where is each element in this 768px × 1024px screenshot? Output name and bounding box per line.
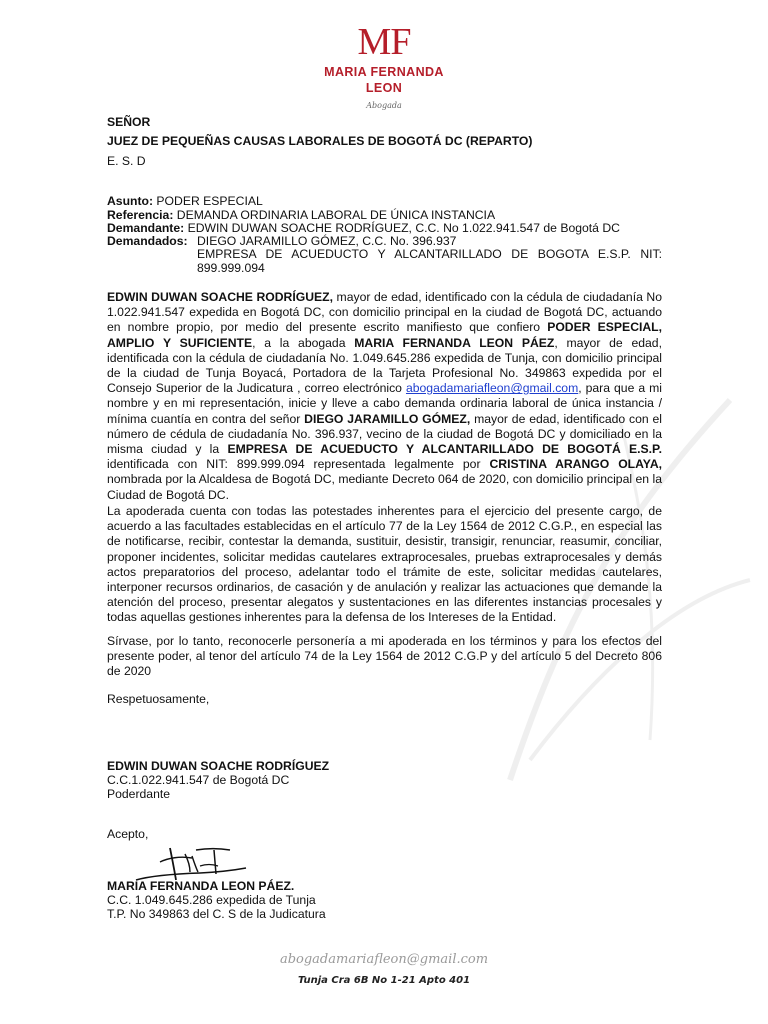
p1-text-2: , a la abogada xyxy=(252,335,355,350)
p1-text-1: mayor de edad, identificado con la cédula de ciudadanía No 1.022.941.547 expedida en Bogotá DC, con domicilio principal en la ciudad de Bogotá DC, actuando en nombre propio, por medio del presente escrito manifiesto que confiero xyxy=(107,290,662,335)
referencia-value: DEMANDA ORDINARIA LABORAL DE ÚNICA INSTANCIA xyxy=(173,208,496,222)
addressee: SEÑOR xyxy=(107,115,151,129)
demandante-label: Demandante: xyxy=(107,221,185,235)
demandados-label: Demandados: xyxy=(107,234,188,248)
defendant-name-inline: DIEGO JARAMILLO GÓMEZ, xyxy=(304,411,471,426)
grantor-name: EDWIN DUWAN SOACHE RODRÍGUEZ xyxy=(107,759,330,773)
p1-text-7: nombrada por la Alcaldesa de Bogotá DC, mediante Decreto 064 de 2020, con domicilio principal en la Ciudad de Bogotá DC. xyxy=(107,472,662,502)
letterhead-logo xyxy=(310,21,458,110)
power-type: PODER ESPECIAL, AMPLIO Y SUFICIENTE xyxy=(107,320,663,350)
grantor-id: C.C.1.022.941.547 de Bogotá DC xyxy=(107,773,290,787)
email-link[interactable]: abogadamariafleon@gmail.com xyxy=(405,381,579,396)
court-name: JUEZ DE PEQUEÑAS CAUSAS LABORALES DE BOGOTÁ DC (REPARTO) xyxy=(107,134,533,148)
logo-subtitle: Abogada xyxy=(366,101,402,110)
paragraph-power-grant xyxy=(107,290,662,503)
grantor-name-inline: EDWIN DUWAN SOACHE RODRÍGUEZ, xyxy=(107,290,333,304)
paragraph-request: Sírvase, por lo tanto, reconocerle personería a mi apoderada en los términos y para los efectos del presente poder, al tenor del artículo 74 de la Ley 1564 de 2012 C.G.P y del artículo 5 del Decreto 806 de 2020 xyxy=(107,634,662,679)
demandado-1: DIEGO JARAMILLO GÓMEZ, C.C. No. 396.937 xyxy=(197,234,457,248)
attorney-id: C.C. 1.049.645.286 expedida de Tunja xyxy=(107,893,316,907)
demandante-value: EDWIN DUWAN SOACHE RODRÍGUEZ, C.C. No 1.022.941.547 de Bogotá DC xyxy=(184,221,620,235)
logo-monogram: MF xyxy=(357,21,411,63)
p1-text-5: mayor de edad, identificado con el número de cédula de ciudadanía No. 396.937, vecino de la ciudad de Bogotá DC y domiciliado en la misma ciudad y la xyxy=(107,411,662,457)
p1-text-6: identificada con NIT: 899.999.094 representada legalmente por xyxy=(107,457,490,472)
footer-email: abogadamariafleon@gmail.com xyxy=(279,952,489,967)
logo-name: MARIA FERNANDA LEON xyxy=(324,65,444,95)
attorney-name: MARIA FERNANDA LEON PÁEZ. xyxy=(107,879,295,893)
p1-text-4: , para que a mi nombre y en mi representación, inicie y lleve a cabo demanda ordinaria laboral de única instancia / mínima cuantía en contra del señor xyxy=(107,381,663,426)
demandados-line xyxy=(107,234,188,249)
demandado-2-nit: 899.999.094 xyxy=(197,261,265,275)
company-name-inline: EMPRESA DE ACUEDUCTO Y ALCANTARILLADO DE BOGOTÁ E.S.P. xyxy=(227,442,662,457)
demandado-2: EMPRESA DE ACUEDUCTO Y ALCANTARILLADO DE BOGOTA E.S.P. NIT: xyxy=(197,247,662,261)
paragraph-powers: La apoderada cuenta con todas las potestades inherentes para el ejercicio del presente cargo, de acuerdo a las facultades establecidas en el artículo 77 de la Ley 1564 de 2012 C.G.P., en especial las de notificarse, recibir, contestar la demanda, sustituir, desistir, transigir, renunciar, reasumir, conciliar, proponer incidentes, solicitar medidas cautelares extraprocesales, pruebas extraprocesales y demás actos preparatorios del proceso, adelantar todo el trámite de este, solicitar medidas cautelares, interponer recursos ordinarios, de casación y de anulación y realizar las actuaciones que demande la atención del proceso, presentar alegatos y sustentaciones en las diferentes instancias procesales y todas aquellas gestiones inherentes para la defensa de los Intereses de la Entidad. xyxy=(107,504,662,625)
esd: E. S. D xyxy=(107,154,146,168)
asunto-line xyxy=(107,194,263,209)
asunto-label: Asunto: xyxy=(107,194,154,208)
attorney-name-inline: MARIA FERNANDA LEON PÁEZ xyxy=(354,335,555,350)
acepto-label: Acepto, xyxy=(107,827,149,841)
attorney-tp: T.P. No 349863 del C. S de la Judicatura xyxy=(107,907,326,921)
legal-rep-name-inline: CRISTINA ARANGO OLAYA, xyxy=(489,457,663,472)
closing: Respetuosamente, xyxy=(107,692,210,706)
asunto-value: PODER ESPECIAL xyxy=(153,194,263,208)
p1-text-3: , mayor de edad, identificada con la cédula de ciudadanía No. 1.049.645.286 expedida de Tunja, con domicilio principal de la ciudad de Tunja Boyacá, Portadora de la Tarjeta Profesional No. 349863 expedida por el Consejo Superior de la Judicatura , correo electrónico xyxy=(107,335,662,396)
referencia-label: Referencia: xyxy=(107,208,174,222)
grantor-role: Poderdante xyxy=(107,787,171,801)
footer-address: Tunja Cra 6B No 1-21 Apto 401 xyxy=(297,975,471,986)
